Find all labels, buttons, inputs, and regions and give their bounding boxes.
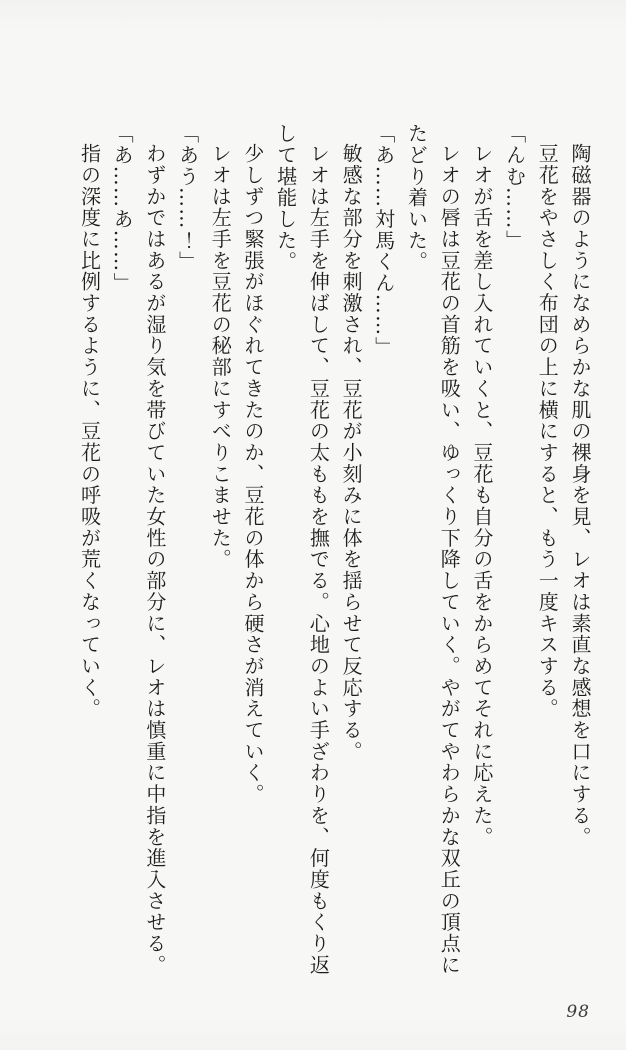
page-number: 98	[566, 1002, 590, 1022]
narration-paragraph: 敏感な部分を刺激され、豆花が小刻みに体を揺らせて反応する。	[339, 143, 364, 763]
narration-paragraph: 少しずつ緊張がほぐれてきたのか、豆花の体から硬さが消えていく。	[240, 143, 265, 805]
narration-paragraph: レオが舌を差し入れていくと、豆花も自分の舌をからめてそれに応えた。	[469, 143, 494, 848]
narration-paragraph: 陶磁器のようになめらかな肌の裸身を見、レオは素直な感想を口にする。	[568, 143, 592, 848]
narration-paragraph: 指の深度に比例するように、豆花の呼吸が荒くなっていく。	[77, 143, 102, 720]
narration-paragraph: レオは左手を豆花の秘部にすべりこませた。	[208, 143, 233, 570]
dialogue-paragraph: 「あ……あ……」	[110, 123, 135, 294]
narration-paragraph: レオは左手を伸ばして、豆花の太ももを撫でる。心地のよい手ざわりを、何度もくり返して堪能した。	[273, 123, 331, 976]
vertical-text-block	[72, 123, 596, 979]
dialogue-paragraph: 「あ……対馬くん……」	[371, 123, 396, 358]
narration-paragraph: わずかではあるが湿り気を帯びていた女性の部分に、レオは慎重に中指を進入させる。	[142, 143, 167, 976]
dialogue-paragraph: 「あう……！」	[175, 123, 200, 273]
narration-paragraph: 豆花をやさしく布団の上に横にすると、もう一度キスする。	[535, 143, 560, 720]
narration-paragraph: レオの唇は豆花の首筋を吸い、ゆっくり下降していく。やがてやわらかな双丘の頂点にたどり着いた。	[404, 123, 462, 976]
dialogue-paragraph: 「んむ……」	[502, 123, 527, 252]
